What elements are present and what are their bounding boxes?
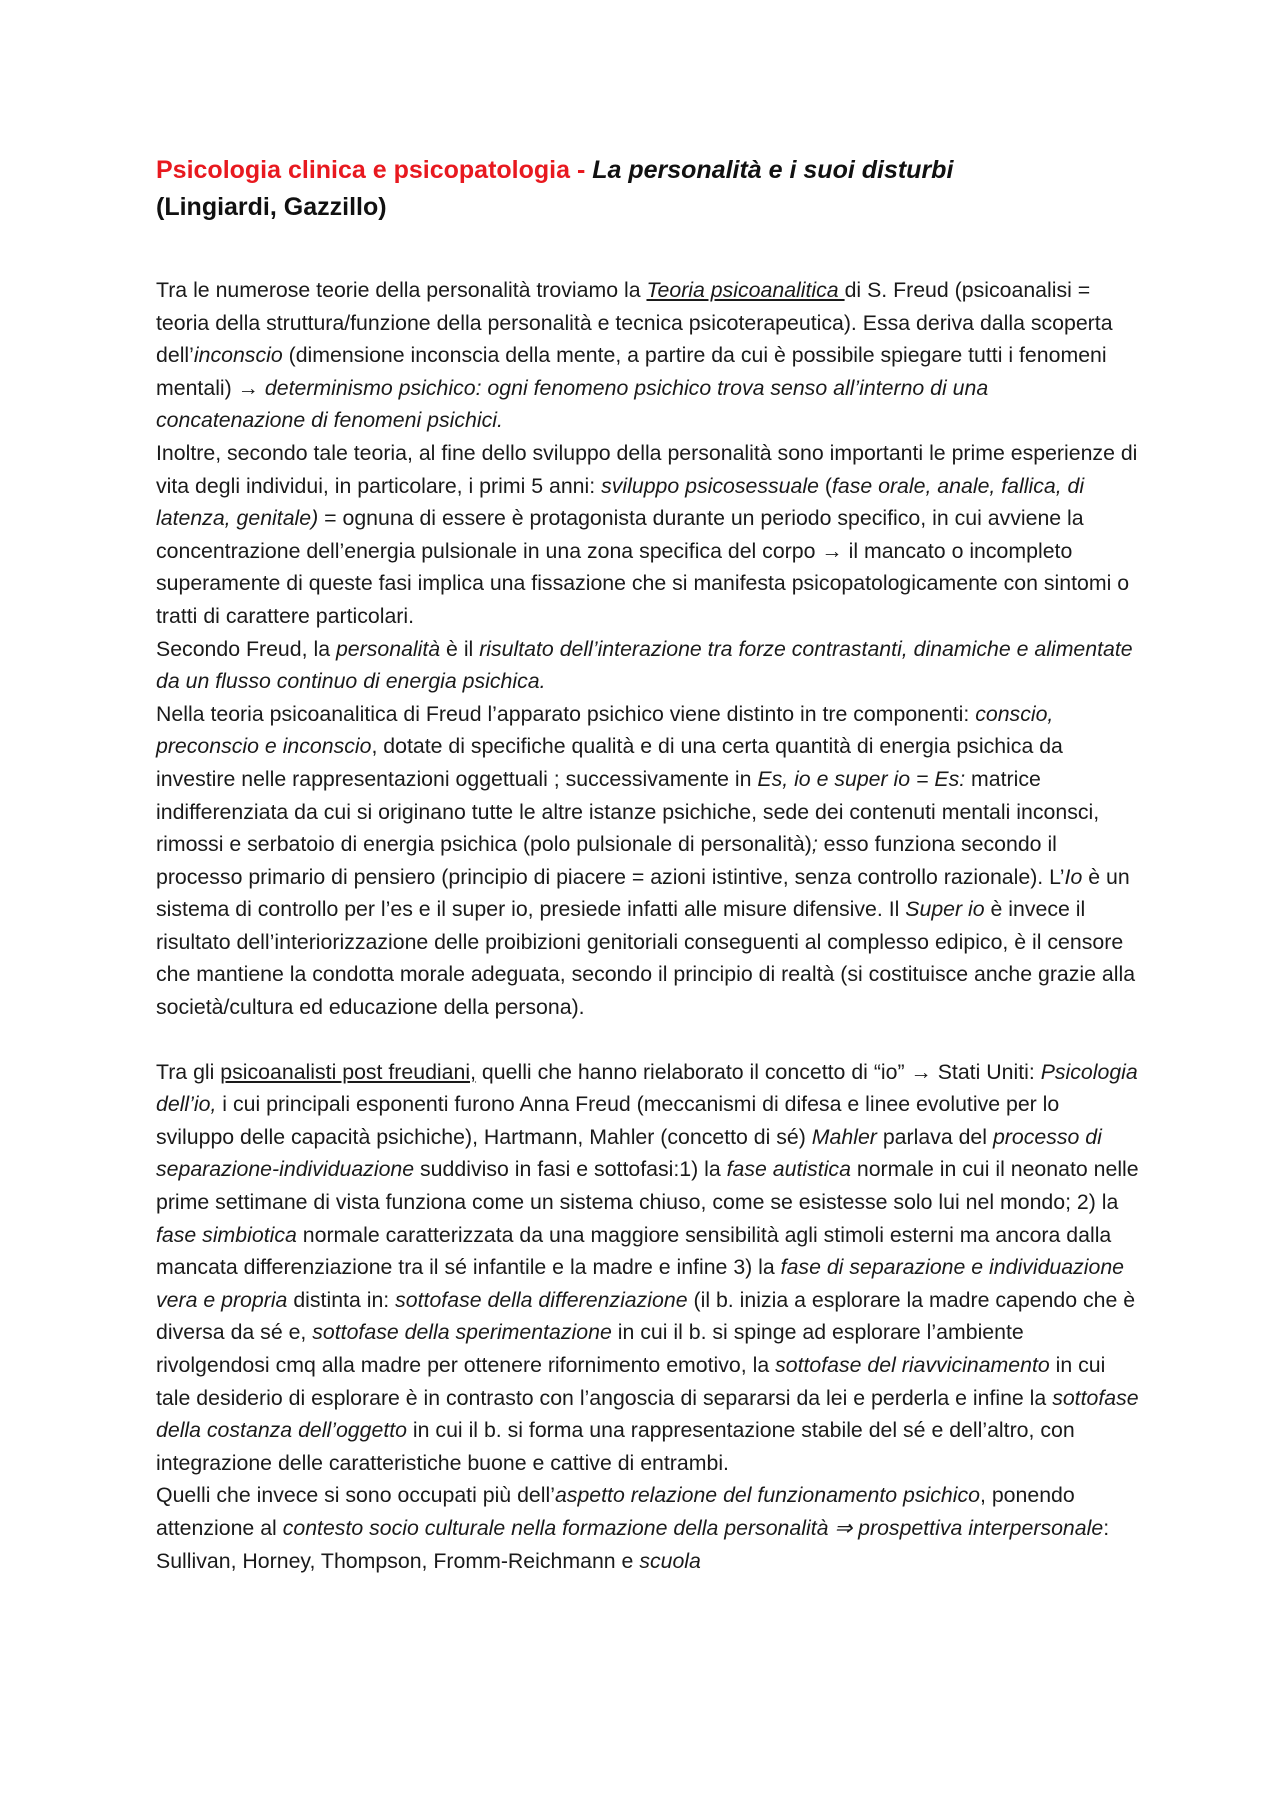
paragraph: [156, 274, 1141, 437]
text-run-emphasis: fase di separazione e individuazione vera e propria: [156, 1255, 1125, 1312]
text-run: esso funziona secondo il processo primario di pensiero (principio di piacere = azioni istintive, senza controllo razionale). L’: [156, 832, 1065, 889]
text-run-emphasis: personalità: [335, 636, 441, 661]
text-run-underlined: [646, 278, 844, 302]
text-run-emphasis: ;: [811, 832, 818, 857]
text-run-emphasis: sottofase della sperimentazione: [312, 1320, 612, 1345]
paragraph: [156, 1479, 1141, 1577]
text-run: Inoltre, secondo tale teoria, al fine dello sviluppo della personalità sono importanti le prime esperienze di vita degli individui, in particolare, i primi 5 anni:: [156, 440, 1138, 498]
text-run: (il b. inizia a esplorare la madre capendo che è diversa da sé e,: [156, 1287, 1136, 1345]
text-run: (dimensione inconscia della mente, a partire da cui è possibile spiegare tutti i fenomeni mentali) →: [156, 343, 1107, 400]
text-run: : Sullivan, Horney, Thompson, Fromm-Reichmann e: [156, 1515, 1110, 1573]
paragraph: [156, 698, 1141, 1024]
text-run: è il: [440, 636, 480, 661]
title-subject: La personalità e i suoi disturbi: [592, 156, 954, 184]
text-run: suddiviso in fasi e sottofasi:1) la: [414, 1157, 727, 1182]
text-run: quelli che hanno rielaborato il concetto di “io” → Stati Uniti:: [476, 1059, 1041, 1084]
paragraph: [156, 437, 1141, 633]
text-run: normale in cui il neonato nelle prime settimane di vista funziona come un sistema chiuso, come se esistesse solo lui nel mondo; 2) la: [156, 1157, 1139, 1215]
text-run-emphasis: sottofase della differenziazione: [395, 1287, 688, 1312]
text-run: in cui il b. si forma una rappresentazione stabile del sé e dell’altro, con integrazione delle caratteristiche buone e cattive di entrambi.: [156, 1418, 1075, 1475]
text-run: normale caratterizzata da una maggiore sensibilità agli stimoli esterni ma ancora dalla mancata differenziazione tra il sé infantile e la madre e infine 3) la: [156, 1222, 1112, 1280]
text-run: in cui tale desiderio di esplorare è in contrasto con l’angoscia di separarsi da lei e perderla e infine la: [156, 1353, 1106, 1410]
title-course: Psicologia clinica e psicopatologia -: [156, 156, 593, 184]
document-page: [156, 152, 1141, 1577]
text-run: è un sistema di controllo per l’es e il super io, presiede infatti alle misure difensive. Il: [156, 864, 1130, 922]
text-run-emphasis: conscio, preconscio e inconscio: [156, 701, 1054, 759]
text-run-emphasis: inconscio: [193, 343, 283, 368]
text-run-emphasis: sottofase del riavvicinamento: [775, 1353, 1050, 1377]
text-run-emphasis: fase autistica: [726, 1157, 851, 1182]
text-run-emphasis: processo di separazione-individuazione: [156, 1124, 1102, 1182]
paragraph: [156, 1056, 1141, 1480]
text-run: Nella teoria psicoanalitica di Freud l’apparato psichico viene distinto in tre componenti:: [156, 701, 976, 726]
text-run-emphasis: fase simbiotica: [156, 1222, 297, 1247]
text-run: Quelli che invece si sono occupati più dell’: [156, 1483, 555, 1508]
text-run-emphasis: contesto socio culturale nella formazione della personalità ⇒ prospettiva interpersonale: [282, 1515, 1104, 1540]
title-authors: (Lingiardi, Gazzillo): [156, 193, 387, 221]
text-run: i cui principali esponenti furono Anna Freud (meccanismi di difesa e linee evolutive per lo sviluppo delle capacità psichiche), Hartmann, Mahler (concetto di sé): [156, 1092, 1060, 1149]
text-run-emphasis: determinismo psichico: ogni fenomeno psichico trova senso all’interno di una concatenazione di fenomeni psichici.: [156, 375, 989, 433]
paragraph: [156, 633, 1141, 698]
text-run: matrice indifferenziata da cui si originano tutte le altre istanze psichiche, sede dei contenuti mentali inconsci, rimossi e serbatoio di energia psichica (polo pulsionale di personalità): [156, 766, 1100, 857]
text-run: in cui il b. si spinge ad esplorare l’ambiente rivolgendosi cmq alla madre per ottenere rifornimento emotivo, la: [156, 1320, 1024, 1377]
text-run: (: [818, 473, 832, 498]
text-run-emphasis: risultato dell’interazione tra forze contrastanti, dinamiche e alimentate da un flusso continuo di energia psichica.: [156, 636, 1133, 694]
text-run-emphasis: Es, io e super io = Es:: [757, 766, 966, 791]
text-run: = ognuna di essere è protagonista durante un periodo specifico, in cui avviene la concentrazione dell’energia pulsionale in una zona specifica del corpo → il mancato o incompleto superamente di queste fasi implica una fissazione che si manifesta psicopatologicamente con sintomi o tratti di carattere particolari.: [156, 506, 1130, 628]
text-run: Secondo Freud, la: [156, 636, 336, 661]
text-run-emphasis: aspetto relazione del funzionamento psichico: [554, 1483, 980, 1508]
text-run-emphasis: scuola: [639, 1548, 701, 1573]
text-run-emphasis: sottofase della costanza dell’oggetto: [156, 1385, 1139, 1443]
text-run: Tra le numerose teorie della personalità troviamo la: [156, 278, 647, 302]
text-run-emphasis: Super io: [905, 897, 985, 922]
text-run: , dotate di specifiche qualità e di una certa quantità di energia psichica da investire nelle rappresentazioni oggettuali ; successivamente in: [156, 734, 1063, 791]
text-run: è invece il risultato dell’interiorizzazione delle proibizioni genitoriali conseguenti al complesso edipico, è il censore che mantiene la condotta morale adeguata, secondo il principio di realtà (si costituisce anche grazie alla società/cultura ed educazione della persona).: [156, 897, 1136, 1020]
text-run: distinta in:: [287, 1287, 396, 1312]
text-run-emphasis: Mahler: [811, 1124, 877, 1149]
text-run-emphasis: Teoria psicoanalitica: [646, 278, 845, 302]
text-run-emphasis: Io: [1064, 864, 1083, 889]
text-run-emphasis: Psicologia dell’io,: [156, 1059, 1138, 1117]
text-run: parlava del: [876, 1124, 993, 1149]
document-title: [156, 152, 1141, 226]
text-run-underlined: psicoanalisti post freudiani,: [220, 1059, 477, 1084]
text-run: , ponendo attenzione al: [156, 1483, 1075, 1540]
text-run: di S. Freud (psicoanalisi = teoria della struttura/funzione della personalità e tecnica psicoterapeutica). Essa deriva dalla scoperta dell’: [156, 278, 1113, 368]
text-run-emphasis: fase orale, anale, fallica, di latenza, genitale): [156, 473, 1085, 531]
text-run-emphasis: sviluppo psicosessuale: [601, 473, 819, 498]
paragraph-spacer: [156, 1024, 1141, 1056]
text-run: Tra gli: [156, 1059, 221, 1084]
